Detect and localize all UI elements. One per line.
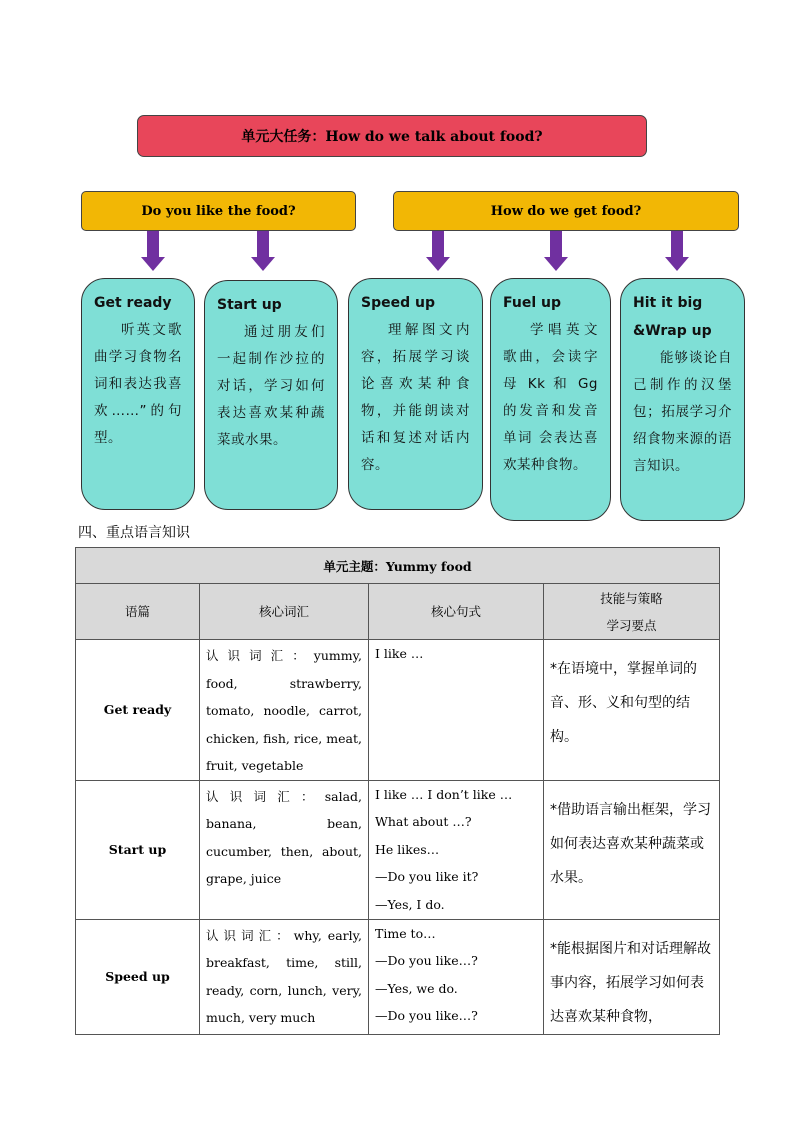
row-lesson: Speed up [76,919,200,1034]
card-title: Get ready [94,295,172,311]
lesson-card-fuel-up [490,278,611,521]
question-box-get-food: How do we get food? [393,191,739,231]
lesson-card-start-up [204,280,338,510]
vocab-lead: 认识词汇： [206,788,325,804]
table-theme: 单元主题：Yummy food [76,548,720,584]
row-strategy: *在语境中，掌握单词的音、形、义和句型的结构。 [544,640,720,781]
card-body: 通过朋友们一起制作沙拉的对话，学习如何表达喜欢某种蔬菜或水果。 [217,324,325,448]
row-patterns [369,919,544,1034]
pattern-line: I like … [375,646,424,661]
vocab-lead: 认识词汇： [206,648,314,663]
row-patterns [369,640,544,781]
row-vocab [200,780,369,919]
pattern-line: —Yes, I do. [375,896,445,912]
row-lesson: Get ready [76,640,200,781]
row-strategy: *能根据图片和对话理解故事内容，拓展学习如何表达喜欢某种食物， [544,919,720,1034]
pattern-line: —Do you like…? [375,953,478,968]
vocab-list: salad, banana, bean, cucumber, then, about, grape, juice [206,788,362,886]
card-body: 听英文歌曲学习食物名词和表达我喜欢……”的句型。 [94,322,182,446]
table-row [76,780,720,919]
header-strategy-line1: 技能与策略 [600,590,663,606]
card-title: Hit it big &Wrap up [633,295,712,339]
card-title: Start up [217,297,282,313]
table-row [76,919,720,1034]
row-patterns [369,780,544,919]
header-lesson: 语篇 [76,584,200,640]
question-box-like-food: Do you like the food? [81,191,356,231]
header-strategy-line2: 学习要点 [606,617,657,633]
table-theme-row [76,548,720,584]
lesson-card-get-ready [81,278,195,510]
card-title: Speed up [361,295,435,311]
row-lesson: Start up [76,780,200,919]
header-pattern: 核心句式 [369,584,544,640]
row-vocab [200,640,369,781]
pattern-line: I like … I don’t like … [375,786,513,802]
card-body: 能够谈论自己制作的汉堡包；拓展学习介绍食物来源的语言知识。 [633,350,732,474]
key-language-table [75,547,720,1035]
unit-task-banner: 单元大任务：How do we talk about food? [137,115,647,157]
pattern-line: —Do you like it? [375,869,479,884]
card-body: 学唱英文歌曲，会读字母 Kk 和 Gg 的发音和发音单词 会表达喜欢某种食物。 [503,322,598,473]
lesson-card-hit-it-big [620,278,745,521]
row-strategy: *借助语言输出框架，学习如何表达喜欢某种蔬菜或水果。 [544,780,720,919]
pattern-line: —Do you like…? [375,1008,478,1023]
pattern-line: —Yes, we do. [375,980,458,996]
pattern-line: What about …? [375,814,472,829]
header-vocab: 核心词汇 [200,584,369,640]
table-row [76,640,720,781]
vocab-list: yummy, food, strawberry, tomato, noodle, carrot, chicken, fish, rice, meat, fruit, vegetable [206,648,362,773]
vocab-lead: 认识词汇： [206,927,294,943]
row-vocab [200,919,369,1034]
section-heading: 四、重点语言知识 [78,525,190,541]
header-strategy [544,584,720,640]
pattern-line: He likes… [375,841,440,857]
pattern-line: Time to… [375,925,436,941]
card-title: Fuel up [503,295,561,311]
card-body: 理解图文内容，拓展学习谈论喜欢某种食物，并能朗读对话和复述对话内容。 [361,322,470,473]
vocab-list: why, early, breakfast, time, still, ready, corn, lunch, very, much, very much [206,927,362,1025]
table-header-row [76,584,720,640]
lesson-card-speed-up [348,278,483,510]
